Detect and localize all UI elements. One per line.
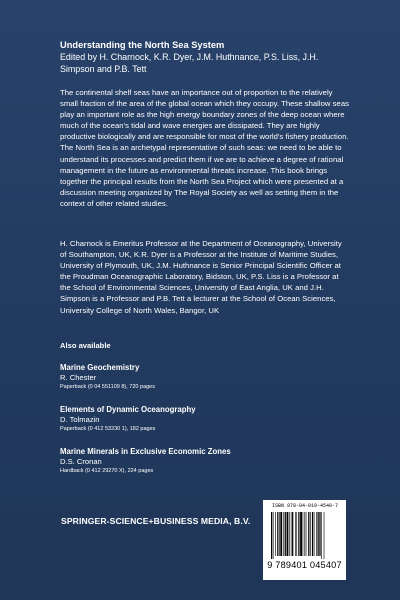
barcode-bar xyxy=(292,512,293,556)
related-book-author: R. Chester xyxy=(60,373,97,382)
barcode-icon xyxy=(271,512,339,559)
barcode-number: 9 789401 045407 xyxy=(267,560,342,570)
barcode-bar xyxy=(271,512,272,559)
book-description: The continental shelf seas have an importance out of proportion to the relatively small fraction of the area of the global ocean which they occupy. These shallow seas play an important role as the high energy boundary zones of the deep ocean where much of the ocean's tidal and wave energies are dissipated. They are highly productive biologically and are responsible for most of the world's fishery production. The North Sea is an archetypal representative of such seas: we need to be able to understand its processes and predict them if we are to achieve a degree of rational management in the future as environmental threats increase. This book brings together the principal results from the North Sea Project which were presented at a discussion meeting organized by The Royal Society as well as setting them in the context of other related studies. xyxy=(60,88,349,208)
barcode-bar xyxy=(295,512,296,556)
barcode-bar xyxy=(285,512,286,556)
barcode-bar xyxy=(308,512,309,556)
related-book xyxy=(60,363,350,391)
barcode-bar xyxy=(283,512,284,556)
barcode-bar xyxy=(321,512,322,559)
related-book-author: D. Tolmazin xyxy=(60,415,100,424)
book-editors: Edited by H. Charnock, K.R. Dyer, J.M. Huthnance, P.S. Liss, J.H. Simpson and P.B. Tett xyxy=(60,52,319,74)
related-book-title: Elements of Dynamic Oceanography xyxy=(60,405,196,414)
barcode-bar xyxy=(291,512,292,556)
related-book-details: Hardback (0 412 29270 X), 224 pages xyxy=(60,468,154,474)
related-book-title: Marine Minerals in Exclusive Economic Zones xyxy=(60,447,231,456)
barcode-bar xyxy=(310,512,311,556)
barcode-bar xyxy=(306,512,307,556)
barcode-bar xyxy=(280,512,282,556)
barcode-bar xyxy=(296,512,297,556)
barcode-bar xyxy=(300,512,302,556)
related-book-title: Marine Geochemistry xyxy=(60,363,140,372)
barcode-bar xyxy=(303,512,304,556)
isbn-barcode-box xyxy=(263,500,346,580)
related-book-author: D.S. Cronan xyxy=(60,457,102,466)
barcode-bar xyxy=(304,512,305,556)
barcode-bar xyxy=(319,512,320,556)
related-book-details: Paperback (0 412 53230 1), 182 pages xyxy=(60,426,156,432)
barcode-bar xyxy=(287,512,289,556)
book-title: Understanding the North Sea System xyxy=(60,40,225,50)
editors-biography: H. Charnock is Emeritus Professor at the Department of Oceanography, University of Southampton, UK, K.R. Dyer is a Professor at the Institute of Maritime Studies, University of Plymouth, UK, J.M. Huthnance is Senior Principal Scientific Officer at the Proudman Oceanographic Laboratory, Bidston, UK, P.S. Liss is a Professor at the School of Environmental Sciences, University of East Anglia, UK and J.H. Simpson is a Professor and P.B. Tett a lecturer at the School of Ocean Sciences, University College of North Wales, Bangor, UK xyxy=(60,239,342,315)
barcode-bar xyxy=(318,512,319,556)
also-available-heading: Also available xyxy=(60,341,111,350)
related-book xyxy=(60,447,350,475)
related-book xyxy=(60,405,350,433)
barcode-bar xyxy=(275,512,276,556)
barcode-bar xyxy=(279,512,280,556)
barcode-bar xyxy=(312,512,313,556)
barcode-bar xyxy=(324,512,325,559)
barcode-bar xyxy=(314,512,315,556)
isbn-label: ISBN 978-94-010-4540-7 xyxy=(271,503,338,509)
barcode-bar xyxy=(316,512,317,556)
barcode-bar xyxy=(298,512,299,556)
barcode-bar xyxy=(277,512,278,556)
barcode-bar xyxy=(273,512,274,559)
barcode-bar xyxy=(289,512,290,556)
publisher-name: SPRINGER-SCIENCE+BUSINESS MEDIA, B.V. xyxy=(61,516,251,526)
related-book-details: Paperback (0 04 551109 8), 720 pages xyxy=(60,384,155,390)
